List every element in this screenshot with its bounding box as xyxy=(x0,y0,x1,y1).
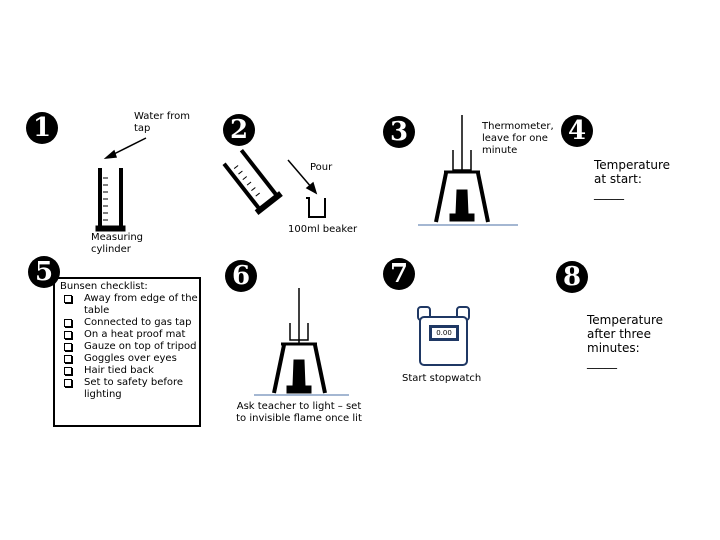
step-number-1: 1 xyxy=(32,113,52,143)
bunsen-checklist xyxy=(53,277,201,427)
temperature-start-label: Temperature at start: _____ xyxy=(594,158,671,200)
step-number-7: 7 xyxy=(389,259,409,289)
step-number-4: 4 xyxy=(567,116,587,146)
checklist-item: Away from edge of the table xyxy=(60,293,199,317)
checklist-item: Hair tied back xyxy=(60,365,199,377)
thermometer-note: Thermometer, leave for one minute xyxy=(482,121,554,156)
checklist-item: Gauze on top of tripod xyxy=(60,341,199,353)
pour-label: Pour xyxy=(310,162,333,173)
stopwatch-display: 0.00 xyxy=(436,329,452,337)
tripod-setup-6 xyxy=(254,288,349,395)
measuring-cylinder-label: Measuring cylinder xyxy=(91,232,144,255)
water-from-tap-label: Water from tap xyxy=(134,111,191,134)
beaker-label: 100ml beaker xyxy=(288,224,358,235)
ask-teacher-label: Ask teacher to light – set to invisible flame once lit xyxy=(236,401,362,424)
temperature-after-label: Temperature after three minutes: _____ xyxy=(587,313,664,369)
tap-arrow xyxy=(106,138,146,158)
checklist-item: On a heat proof mat xyxy=(60,329,199,341)
start-stopwatch-label: Start stopwatch xyxy=(402,373,482,384)
step-number-6: 6 xyxy=(231,261,251,291)
step-number-3: 3 xyxy=(389,117,409,147)
checklist-title: Bunsen checklist: xyxy=(60,281,148,292)
step-number-8: 8 xyxy=(562,262,582,292)
beaker xyxy=(306,198,325,217)
checklist-items xyxy=(60,293,199,401)
checklist-item: Connected to gas tap xyxy=(60,317,199,329)
step-number-5: 5 xyxy=(34,257,54,287)
checklist-item: Set to safety before lighting xyxy=(60,377,199,401)
pouring-cylinder xyxy=(221,148,282,215)
step-number-2: 2 xyxy=(229,115,249,145)
checklist-item: Goggles over eyes xyxy=(60,353,199,365)
measuring-cylinder xyxy=(96,168,125,231)
